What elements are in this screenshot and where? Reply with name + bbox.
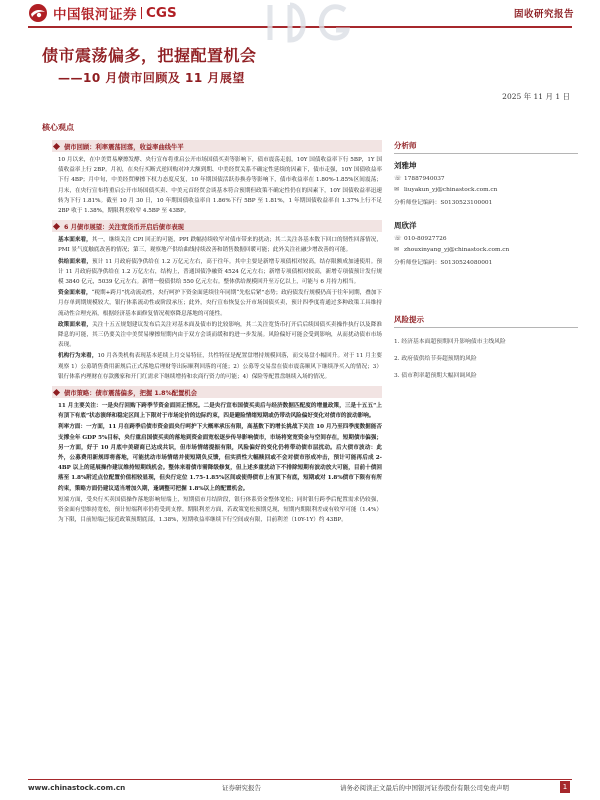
report-subtitle: ——10 月债市回顾及 11 月展望 — [58, 71, 245, 85]
paragraph-focus — [58, 401, 382, 421]
footer-disclaimer: 请务必阅读正文最后的中国银河证券股份有限公司免责声明 — [340, 784, 509, 792]
section-title: 债市策略：债市震荡偏多，把握 1.8%配置机会 — [64, 389, 197, 397]
section-market-review — [58, 140, 382, 216]
page-number: 1 — [560, 781, 570, 793]
section-header — [52, 220, 382, 232]
analyst-card — [394, 220, 578, 266]
report-title: 债市震荡偏多，把握配置机会 — [42, 46, 257, 65]
paragraph-text: 10 月以来，在中美贸易摩擦发酵、央行宣布将重启公开市场国债买卖等影响下，债市震荡走弱，10Y 国债收益率下行 5BP，1Y 国债收益率上行 2BP。月初，在央行买断式逆回购对冲大额到期、中美经贸关系不确定性延续的因素下，债市走强，10Y 国债收益率下行 4BP；月中旬，中美经贸摩擦下权力态度反复，10 年期国债活跃券换券等影响下，债市收益率在 1.80%-1.85%区间震荡；月末，在央行宣布将重启公开市场国债买卖、中美元首经贸会谈基本符合预期但政策不确定性仍在的因素下，10Y 国债收益率迅速转为下行 1.81%。截至 10 月 30 日，10 年期国债收益率自 1.86%下行 5BP 至 1.81%，1 年期国债收益率自 1.37%上行不足 2BP 收于 1.38%，期限利差收窄 4.5BP 至 43BP。 — [58, 157, 382, 215]
diamond-bullet-icon — [53, 142, 60, 149]
paragraph-rates — [58, 422, 382, 493]
analyst-email-row — [394, 246, 578, 253]
company-logo — [28, 3, 177, 23]
logo-divider — [141, 7, 142, 19]
risk-item: 2. 政府债供给节奏超预期的风险 — [394, 356, 477, 362]
paragraph-text: 一是央行回购下跨季节资金面回正情况。二是央行宣布国债买卖后与经济数据匹配度的增量政策，三是十五五“上有顶下有底”状态演绎和稳定区间上下限对于市场定价的边际约束，四是避险情绪短期或仍带动风险偏好变化对债市的波动影响。 — [58, 403, 382, 420]
section-title: 债市回顾：利率震荡回落，收益率曲线牛平 — [64, 143, 184, 151]
risk-item: 3. 债市利率超预期大幅回调风险 — [394, 373, 477, 379]
paragraph-text: 一方面，11 月在跨季后债市资金面央行呵护下大概率承压有限，高基数下的增长挑战下关注 10 月乃至四季度数据能否支撑全年 GDP 5%目标，央行重启国债买卖的落地到资金面宽松逐步传导影响债市，市场将宽宽资金与空间存在，短期债市偏强；另一方面，好于 10 月底中美磋商已达成共识，但市场情绪提振有限，风险偏好的变化仍将带动债市层扰动。后大债市波动：此外，公募费用新规即将落地，可能扰动市场情绪并使短期负反馈，但实质性大幅赎回或不会对债市形成冲击，预计可能再后成 2-4BP 以上的延展操作建议维持短期线机会。整体来看债市需降级修复，但上述多重扰动下不排除短期有波动放大可能，目前十债回落至 1.8%附近点位配置价值相较显现，但央行定位 1.75-1.85%区间或使得债市上有顶下有底，短期或对 1.8%债市下限有有所约束，策略方面仍建议适当增加久期，逢调整可把握 1.8%以上的配置机会。 — [58, 424, 382, 492]
footer-doc-type: 证券研究报告 — [222, 784, 261, 792]
section-outlook — [58, 220, 382, 382]
analyst-email-row — [394, 186, 578, 193]
phone-icon: ☏ — [394, 235, 402, 242]
paragraph-short-end — [58, 495, 382, 526]
diamond-bullet-icon — [53, 223, 60, 230]
paragraph-lead: 11 月主要关注： — [58, 403, 102, 410]
paragraph-text: “税期+跨月”扰动流动性，央行呵护下资金面延续往年同期“先松后紧”态势；政府债发行规模仍高于往年同期，叠加下月存单到期规模较大，银行体系流动性或阶段承压；此外，央行宣布恢复公开市场国债买卖，预计四季度将通过多种政策工具维持流动性合理充裕，根据经济基本面修复情况观察降息落地的可能性。 — [58, 290, 382, 317]
analyst-cert-row — [394, 257, 578, 266]
phone-icon: ☏ — [394, 175, 402, 182]
risk-item: 1. 经济基本面超预期回升影响债市主线风险 — [394, 339, 506, 345]
galaxy-logo-icon — [28, 3, 48, 23]
main-content — [58, 140, 382, 530]
paragraph-lead: 资金面来看， — [58, 290, 92, 297]
report-date: 2025 年 11 月 1 日 — [502, 92, 570, 101]
section-header — [52, 386, 382, 398]
watermark-graphic — [250, 0, 370, 50]
paragraph-lead: 政策面来看， — [58, 321, 93, 328]
paragraph-supply — [58, 257, 382, 288]
section-header — [52, 140, 382, 152]
paragraph-lead: 机构行为来看， — [58, 353, 98, 360]
analyst-phone-row — [394, 175, 578, 182]
paragraph — [58, 155, 382, 216]
analyst-sidebar — [394, 140, 578, 270]
analyst-name: 周欣洋 — [394, 221, 417, 230]
analyst-name: 刘雅坤 — [394, 161, 417, 170]
report-category-tag: 固收研究报告 — [513, 9, 574, 20]
analyst-heading: 分析师 — [394, 140, 578, 154]
analyst-phone-row — [394, 235, 578, 242]
paragraph-lead: 基本面来看， — [58, 237, 92, 244]
analyst-email[interactable]: zhouxinyang_yj@chinastock.com.cn — [404, 246, 510, 253]
analyst-email[interactable]: liuyakun_yj@chinastock.com.cn — [404, 186, 498, 193]
analyst-cert: 分析师登记编码：S0130523100001 — [394, 200, 493, 206]
risk-sidebar — [394, 314, 578, 379]
email-icon: ✉ — [394, 186, 400, 193]
core-views-label: 核心观点 — [42, 123, 74, 132]
analyst-phone: 010-80927726 — [404, 235, 447, 242]
footer-website[interactable]: www.chinastock.com.cn — [28, 783, 126, 792]
paragraph-policy — [58, 320, 382, 351]
paragraph-text: 其一，继续关注 CPI 回正的可能，PPI 跌幅持续收窄对债市带来的扰动；其二关注各基本数下回口的韧性回落情况，PMI 景气度触底改善的情况；第三，观察地产供给曲线持续改善和销售数据回暖可能；此外关注社融少增改善的可能。 — [58, 237, 382, 254]
logo-chinese-text: 中国银河证券 — [53, 7, 137, 23]
paragraph-text: 关注十五五规划建议发布后关注对基本面及债市的比较影响，其二关注宽货币打开后后续国债买卖操作执行以及降准降息的可能，其三仍要关注中美贸易摩擦短期内由于双方会谈而缓和的进一步发展。风险偏好可能会受到影响，从而扰动债市市场表现。 — [58, 321, 382, 349]
analyst-card — [394, 160, 578, 206]
footer-divider — [28, 779, 572, 780]
analyst-cert: 分析师登记编码：S0130524080001 — [394, 260, 493, 266]
paragraph-text: 短端方面，受央行买卖国债操作落地影响短端上，短期债市月结阶段，银行体系资金整体宽松；同时银行跨季后配置需求仍较强，资金面有望维持宽松，预计短端利率仍将受到支撑。期限利差方面，若政策宽松预期兑现，短期内期限利差或有收窄可能（1.4%）为下限，目前短端已接近政策预期底部，1.38%，短期收益率继续下行空间或有限，目前利差（10Y-1Y）约 43BP。 — [58, 496, 382, 524]
risk-heading: 风险提示 — [394, 314, 578, 328]
analyst-cert-row — [394, 197, 578, 206]
email-icon: ✉ — [394, 246, 400, 253]
paragraph-lead: 供给面来看， — [58, 258, 93, 265]
logo-english-text: CGS — [146, 5, 177, 21]
diamond-bullet-icon — [53, 389, 60, 396]
paragraph-lead: 利率方面： — [58, 424, 87, 431]
paragraph-liquidity — [58, 288, 382, 319]
paragraph-text: 预计 11 月政府债净供给在 1.2 万亿元左右，高于往年。其中主要是新增专项债相对较高，结存限额成加速使用。预计 11 月政府债净供给在 1.2 万亿左右，结构上，普通国债净融资 4524 亿元左右；新增专项债相对较高，新增专项债预计发行规模 3840 亿元，5039 亿元左右。新增一般债供给 550 亿元左右。整体供给规模回升至万亿以上，可能与 6 月持力相当。 — [58, 258, 382, 286]
section-strategy — [58, 386, 382, 525]
paragraph-fundamentals — [58, 235, 382, 255]
paragraph-institutions — [58, 351, 382, 382]
section-title: 6 月债市展望：关注宽货币开启后债市表现 — [64, 223, 184, 231]
paragraph-text: 10 月各类机构表现基本延续上月交易特征，共性特征是配置盘增持规模回落，而交易盘小幅回升。对于 11 月主要观察 1）公募销售费用新规后正式落地后理财等出际顺利回落的可能；2）公募等交易盘在债市震荡顺风下继续净买入的情况；3）银行体系内理财在存款搬家和开门红需求下继续增持和农商行资力的可能；4）保险等配置盘继续入场的情况。 — [58, 353, 382, 380]
analyst-phone: 17887940037 — [404, 175, 445, 182]
